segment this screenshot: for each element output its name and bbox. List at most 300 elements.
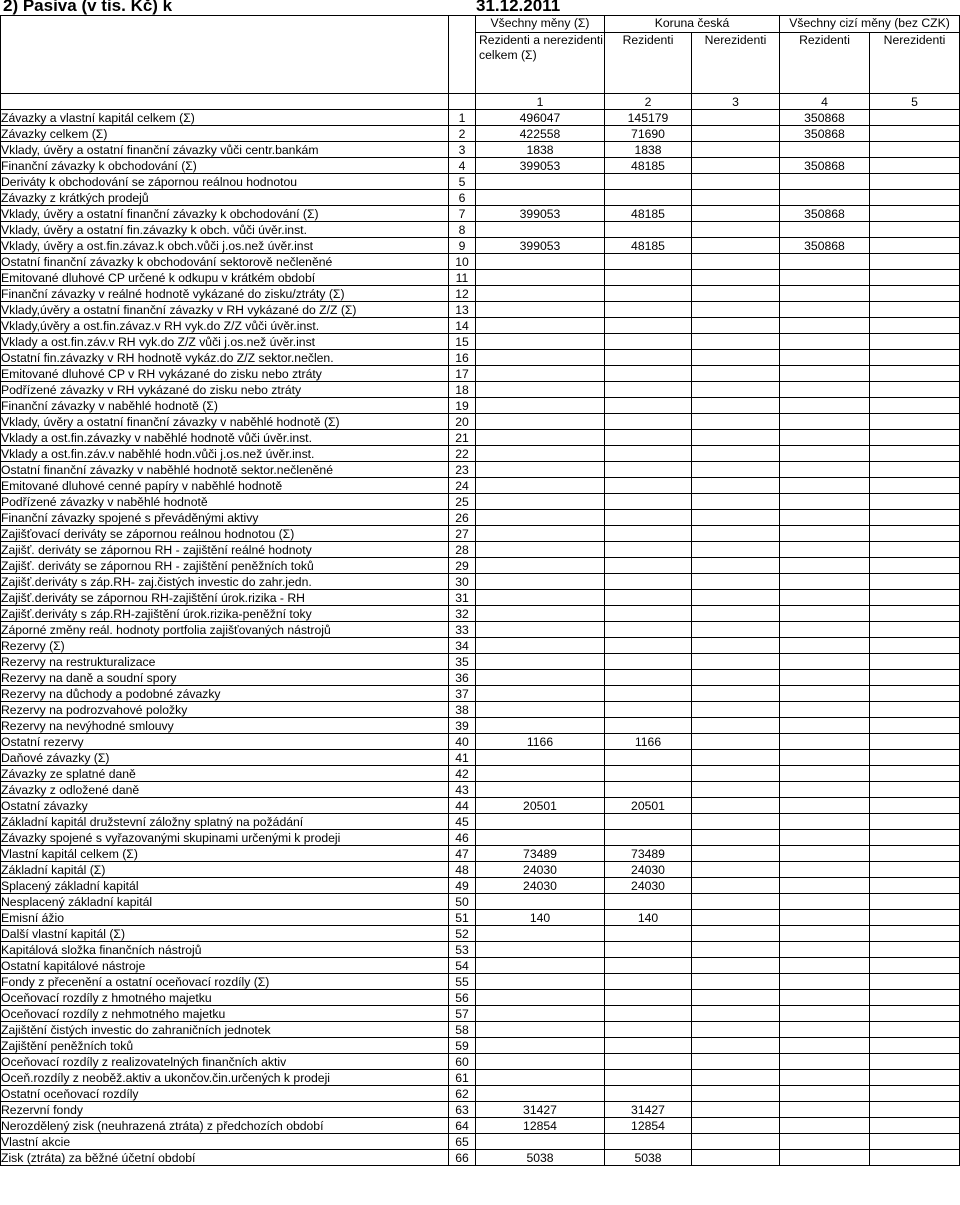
value-fx-nonres — [870, 366, 960, 382]
table-row — [1, 846, 960, 862]
value-czk-nonres — [692, 286, 780, 302]
row-number: 42 — [449, 766, 476, 782]
value-fx-res — [780, 638, 870, 654]
table-row — [1, 222, 960, 238]
row-label: Zajišť.deriváty s záp.RH-zajištění úrok.rizika-peněžní toky — [1, 606, 449, 622]
value-all-total — [476, 286, 605, 302]
value-czk-res — [605, 830, 692, 846]
value-all-total: 12854 — [476, 1118, 605, 1134]
value-all-total — [476, 814, 605, 830]
row-label: Rezervy na restrukturalizace — [1, 654, 449, 670]
value-fx-nonres — [870, 1086, 960, 1102]
row-label: Daňové závazky (Σ) — [1, 750, 449, 766]
table-row — [1, 1102, 960, 1118]
value-czk-res — [605, 958, 692, 974]
value-all-total — [476, 974, 605, 990]
row-number: 1 — [449, 110, 476, 126]
value-czk-res — [605, 1054, 692, 1070]
value-czk-nonres — [692, 190, 780, 206]
value-czk-nonres — [692, 1102, 780, 1118]
table-row — [1, 350, 960, 366]
value-fx-res — [780, 894, 870, 910]
row-number: 18 — [449, 382, 476, 398]
value-fx-res — [780, 958, 870, 974]
value-all-total — [476, 270, 605, 286]
value-all-total: 5038 — [476, 1150, 605, 1166]
value-all-total: 140 — [476, 910, 605, 926]
value-all-total — [476, 558, 605, 574]
row-number: 48 — [449, 862, 476, 878]
row-label: Rezervy na důchody a podobné závazky — [1, 686, 449, 702]
value-fx-res — [780, 318, 870, 334]
row-number: 21 — [449, 430, 476, 446]
row-label: Závazky z odložené daně — [1, 782, 449, 798]
value-fx-res — [780, 1038, 870, 1054]
value-fx-nonres — [870, 126, 960, 142]
table-row — [1, 430, 960, 446]
row-label: Oceňovací rozdíly z realizovatelných finančních aktiv — [1, 1054, 449, 1070]
value-fx-res — [780, 942, 870, 958]
value-fx-nonres — [870, 750, 960, 766]
value-fx-res — [780, 446, 870, 462]
value-fx-res — [780, 494, 870, 510]
value-fx-res — [780, 574, 870, 590]
value-czk-res — [605, 974, 692, 990]
value-all-total — [476, 350, 605, 366]
header-group-foreign: Všechny cizí měny (bez CZK) — [780, 16, 960, 33]
value-all-total — [476, 366, 605, 382]
row-number: 31 — [449, 590, 476, 606]
row-number: 64 — [449, 1118, 476, 1134]
row-number: 26 — [449, 510, 476, 526]
row-number: 43 — [449, 782, 476, 798]
value-fx-nonres — [870, 414, 960, 430]
value-czk-res — [605, 1134, 692, 1150]
value-czk-res — [605, 558, 692, 574]
value-fx-res — [780, 910, 870, 926]
value-czk-res: 20501 — [605, 798, 692, 814]
value-fx-res — [780, 702, 870, 718]
value-fx-res — [780, 1054, 870, 1070]
row-label: Rezervy na daně a soudní spory — [1, 670, 449, 686]
value-fx-res — [780, 382, 870, 398]
value-czk-nonres — [692, 542, 780, 558]
value-czk-nonres — [692, 382, 780, 398]
row-label: Vklady,úvěry a ost.fin.závaz.v RH vyk.do Z/Z vůči úvěr.inst. — [1, 318, 449, 334]
value-czk-res: 1166 — [605, 734, 692, 750]
value-all-total: 73489 — [476, 846, 605, 862]
row-number: 25 — [449, 494, 476, 510]
value-all-total — [476, 958, 605, 974]
value-czk-nonres — [692, 734, 780, 750]
row-number: 7 — [449, 206, 476, 222]
value-czk-nonres — [692, 302, 780, 318]
value-fx-res — [780, 670, 870, 686]
row-number: 27 — [449, 526, 476, 542]
value-fx-res — [780, 1006, 870, 1022]
value-fx-nonres — [870, 990, 960, 1006]
value-czk-nonres — [692, 686, 780, 702]
value-fx-res — [780, 510, 870, 526]
value-czk-res — [605, 286, 692, 302]
value-fx-res — [780, 174, 870, 190]
row-label: Zajišťovací deriváty se zápornou reálnou hodnotou (Σ) — [1, 526, 449, 542]
row-number: 36 — [449, 670, 476, 686]
table-row — [1, 334, 960, 350]
header-row-colnumbers — [1, 94, 960, 110]
table-row — [1, 606, 960, 622]
value-all-total — [476, 702, 605, 718]
row-number: 59 — [449, 1038, 476, 1054]
value-fx-res: 350868 — [780, 110, 870, 126]
value-all-total: 24030 — [476, 862, 605, 878]
table-row — [1, 798, 960, 814]
row-number: 34 — [449, 638, 476, 654]
row-label: Fondy z přecenění a ostatní oceňovací rozdíly (Σ) — [1, 974, 449, 990]
table-row — [1, 1118, 960, 1134]
table-row — [1, 174, 960, 190]
value-all-total: 20501 — [476, 798, 605, 814]
value-czk-nonres — [692, 590, 780, 606]
table-row — [1, 1022, 960, 1038]
value-fx-res — [780, 414, 870, 430]
row-number: 66 — [449, 1150, 476, 1166]
value-czk-res — [605, 1070, 692, 1086]
row-number: 39 — [449, 718, 476, 734]
value-fx-nonres — [870, 814, 960, 830]
value-fx-res — [780, 974, 870, 990]
value-fx-nonres — [870, 910, 960, 926]
row-label: Zisk (ztráta) za běžné účetní období — [1, 1150, 449, 1166]
value-czk-nonres — [692, 1038, 780, 1054]
table-row — [1, 1054, 960, 1070]
header-group-czk: Koruna česká — [605, 16, 780, 33]
value-czk-nonres — [692, 126, 780, 142]
table-row — [1, 510, 960, 526]
table-row — [1, 670, 960, 686]
value-czk-nonres — [692, 174, 780, 190]
table-row — [1, 1006, 960, 1022]
value-fx-res — [780, 286, 870, 302]
value-fx-nonres — [870, 702, 960, 718]
value-all-total: 31427 — [476, 1102, 605, 1118]
value-all-total — [476, 574, 605, 590]
value-fx-nonres — [870, 638, 960, 654]
value-all-total — [476, 334, 605, 350]
value-all-total — [476, 398, 605, 414]
value-czk-nonres — [692, 318, 780, 334]
value-czk-res: 71690 — [605, 126, 692, 142]
value-all-total — [476, 1054, 605, 1070]
row-label: Ostatní fin.závazky v RH hodnotě vykáz.do Z/Z sektor.nečlen. — [1, 350, 449, 366]
value-fx-res — [780, 686, 870, 702]
value-czk-res: 48185 — [605, 238, 692, 254]
value-fx-nonres — [870, 446, 960, 462]
row-number: 6 — [449, 190, 476, 206]
value-fx-nonres — [870, 718, 960, 734]
row-label: Zajišť.deriváty s záp.RH- zaj.čistých investic do zahr.jedn. — [1, 574, 449, 590]
value-fx-nonres — [870, 958, 960, 974]
row-label: Zajišť. deriváty se zápornou RH - zajištění reálné hodnoty — [1, 542, 449, 558]
value-fx-res: 350868 — [780, 206, 870, 222]
value-czk-nonres — [692, 782, 780, 798]
table-row — [1, 254, 960, 270]
row-number: 19 — [449, 398, 476, 414]
value-fx-res — [780, 718, 870, 734]
value-all-total — [476, 1038, 605, 1054]
value-fx-res — [780, 990, 870, 1006]
value-fx-res — [780, 350, 870, 366]
value-czk-res: 5038 — [605, 1150, 692, 1166]
value-czk-res — [605, 382, 692, 398]
header-row-groups — [1, 16, 960, 33]
value-czk-res: 48185 — [605, 158, 692, 174]
value-fx-res — [780, 1134, 870, 1150]
value-czk-res — [605, 174, 692, 190]
value-czk-res: 24030 — [605, 878, 692, 894]
value-fx-res — [780, 846, 870, 862]
value-czk-nonres — [692, 238, 780, 254]
value-czk-nonres — [692, 1150, 780, 1166]
row-label: Emisní ážio — [1, 910, 449, 926]
value-fx-nonres — [870, 1070, 960, 1086]
value-czk-res — [605, 478, 692, 494]
table-row — [1, 862, 960, 878]
value-all-total — [476, 654, 605, 670]
value-fx-res: 350868 — [780, 238, 870, 254]
value-fx-nonres — [870, 302, 960, 318]
row-label: Závazky celkem (Σ) — [1, 126, 449, 142]
table-row — [1, 926, 960, 942]
row-number: 5 — [449, 174, 476, 190]
colno-blank — [1, 94, 449, 110]
report-title: 2) Pasiva (v tis. Kč) k — [3, 0, 173, 15]
value-czk-res — [605, 990, 692, 1006]
value-czk-res: 145179 — [605, 110, 692, 126]
table-row — [1, 638, 960, 654]
value-czk-res — [605, 590, 692, 606]
row-number: 9 — [449, 238, 476, 254]
value-czk-nonres — [692, 1054, 780, 1070]
row-number: 54 — [449, 958, 476, 974]
value-fx-res — [780, 366, 870, 382]
row-label: Závazky a vlastní kapitál celkem (Σ) — [1, 110, 449, 126]
value-fx-nonres — [870, 1118, 960, 1134]
value-fx-nonres — [870, 1006, 960, 1022]
value-fx-nonres — [870, 110, 960, 126]
value-all-total: 399053 — [476, 206, 605, 222]
value-all-total — [476, 526, 605, 542]
table-row — [1, 830, 960, 846]
row-label: Oceňovací rozdíly z hmotného majetku — [1, 990, 449, 1006]
row-label: Ostatní závazky — [1, 798, 449, 814]
value-fx-nonres — [870, 1150, 960, 1166]
table-row — [1, 494, 960, 510]
value-fx-nonres — [870, 462, 960, 478]
value-czk-nonres — [692, 878, 780, 894]
value-all-total — [476, 254, 605, 270]
value-fx-nonres — [870, 894, 960, 910]
value-czk-res — [605, 270, 692, 286]
value-all-total — [476, 782, 605, 798]
value-fx-nonres — [870, 222, 960, 238]
value-all-total: 399053 — [476, 238, 605, 254]
header-col-fx-res: Rezidenti — [780, 33, 870, 94]
value-fx-nonres — [870, 174, 960, 190]
value-czk-res — [605, 638, 692, 654]
value-all-total: 399053 — [476, 158, 605, 174]
value-czk-res — [605, 750, 692, 766]
value-fx-res — [780, 1150, 870, 1166]
row-label: Ostatní rezervy — [1, 734, 449, 750]
value-czk-nonres — [692, 110, 780, 126]
value-all-total: 496047 — [476, 110, 605, 126]
row-label: Závazky spojené s vyřazovanými skupinami určenými k prodeji — [1, 830, 449, 846]
value-czk-res — [605, 1038, 692, 1054]
row-number: 2 — [449, 126, 476, 142]
value-czk-res — [605, 1022, 692, 1038]
value-fx-res — [780, 622, 870, 638]
row-label: Rezervy na nevýhodné smlouvy — [1, 718, 449, 734]
row-label: Oceňovací rozdíly z nehmotného majetku — [1, 1006, 449, 1022]
value-czk-nonres — [692, 158, 780, 174]
value-czk-nonres — [692, 446, 780, 462]
table-row — [1, 1134, 960, 1150]
value-fx-nonres — [870, 942, 960, 958]
value-fx-res — [780, 814, 870, 830]
value-all-total — [476, 1006, 605, 1022]
row-number: 62 — [449, 1086, 476, 1102]
row-number: 44 — [449, 798, 476, 814]
table-row — [1, 526, 960, 542]
table-row — [1, 910, 960, 926]
value-fx-res: 350868 — [780, 126, 870, 142]
value-fx-nonres — [870, 574, 960, 590]
value-fx-res: 350868 — [780, 158, 870, 174]
value-all-total — [476, 718, 605, 734]
value-all-total — [476, 542, 605, 558]
value-czk-nonres — [692, 1086, 780, 1102]
value-all-total — [476, 510, 605, 526]
row-number: 51 — [449, 910, 476, 926]
row-label: Podřízené závazky v naběhlé hodnotě — [1, 494, 449, 510]
table-row — [1, 286, 960, 302]
value-czk-nonres — [692, 926, 780, 942]
value-fx-nonres — [870, 190, 960, 206]
value-fx-nonres — [870, 1038, 960, 1054]
value-fx-res — [780, 222, 870, 238]
table-row — [1, 366, 960, 382]
value-fx-nonres — [870, 270, 960, 286]
table-row — [1, 446, 960, 462]
colno-5: 5 — [870, 94, 960, 110]
value-all-total — [476, 190, 605, 206]
table-row — [1, 574, 960, 590]
value-fx-res — [780, 1118, 870, 1134]
value-all-total — [476, 830, 605, 846]
value-fx-res — [780, 1070, 870, 1086]
row-number: 47 — [449, 846, 476, 862]
value-fx-res — [780, 766, 870, 782]
value-czk-res — [605, 334, 692, 350]
value-all-total: 24030 — [476, 878, 605, 894]
row-label: Zajišť. deriváty se zápornou RH - zajištění peněžních toků — [1, 558, 449, 574]
value-all-total — [476, 606, 605, 622]
value-all-total — [476, 670, 605, 686]
value-fx-nonres — [870, 590, 960, 606]
table-row — [1, 718, 960, 734]
value-fx-res — [780, 1086, 870, 1102]
value-czk-nonres — [692, 366, 780, 382]
table-row — [1, 1150, 960, 1166]
report-date: 31.12.2011 — [476, 0, 561, 15]
value-czk-res — [605, 942, 692, 958]
value-fx-nonres — [870, 878, 960, 894]
table-row — [1, 542, 960, 558]
row-label: Zajišť.deriváty se zápornou RH-zajištění úrok.rizika - RH — [1, 590, 449, 606]
row-label: Splacený základní kapitál — [1, 878, 449, 894]
row-label: Vklady, úvěry a ostatní fin.závazky k obch. vůči úvěr.inst. — [1, 222, 449, 238]
value-fx-res — [780, 462, 870, 478]
row-label: Ostatní finanční závazky k obchodování sektorově nečleněné — [1, 254, 449, 270]
value-czk-res — [605, 1086, 692, 1102]
row-number: 22 — [449, 446, 476, 462]
value-czk-nonres — [692, 142, 780, 158]
value-czk-nonres — [692, 494, 780, 510]
value-czk-nonres — [692, 622, 780, 638]
value-all-total — [476, 1070, 605, 1086]
value-fx-res — [780, 558, 870, 574]
row-number: 61 — [449, 1070, 476, 1086]
value-fx-nonres — [870, 974, 960, 990]
value-fx-nonres — [870, 1102, 960, 1118]
value-all-total: 1166 — [476, 734, 605, 750]
value-czk-nonres — [692, 1022, 780, 1038]
value-czk-res — [605, 542, 692, 558]
value-fx-res — [780, 606, 870, 622]
value-czk-res: 24030 — [605, 862, 692, 878]
colno-4: 4 — [780, 94, 870, 110]
header-group-all: Všechny měny (Σ) — [476, 16, 605, 33]
table-row — [1, 990, 960, 1006]
value-czk-res — [605, 622, 692, 638]
table-row — [1, 750, 960, 766]
value-all-total — [476, 494, 605, 510]
table-row — [1, 590, 960, 606]
value-fx-nonres — [870, 526, 960, 542]
value-czk-res — [605, 350, 692, 366]
row-number: 24 — [449, 478, 476, 494]
value-fx-res — [780, 142, 870, 158]
header-col-czk-res: Rezidenti — [605, 33, 692, 94]
value-czk-res — [605, 302, 692, 318]
value-czk-res — [605, 190, 692, 206]
value-fx-nonres — [870, 1022, 960, 1038]
value-fx-res — [780, 334, 870, 350]
table-row — [1, 686, 960, 702]
table-row — [1, 958, 960, 974]
value-fx-res — [780, 1022, 870, 1038]
row-number: 30 — [449, 574, 476, 590]
value-czk-nonres — [692, 670, 780, 686]
value-czk-nonres — [692, 350, 780, 366]
value-czk-res — [605, 462, 692, 478]
row-number: 4 — [449, 158, 476, 174]
value-fx-res — [780, 526, 870, 542]
value-czk-nonres — [692, 846, 780, 862]
row-label: Vklady, úvěry a ost.fin.závaz.k obch.vůči j.os.než úvěr.inst — [1, 238, 449, 254]
table-row — [1, 974, 960, 990]
